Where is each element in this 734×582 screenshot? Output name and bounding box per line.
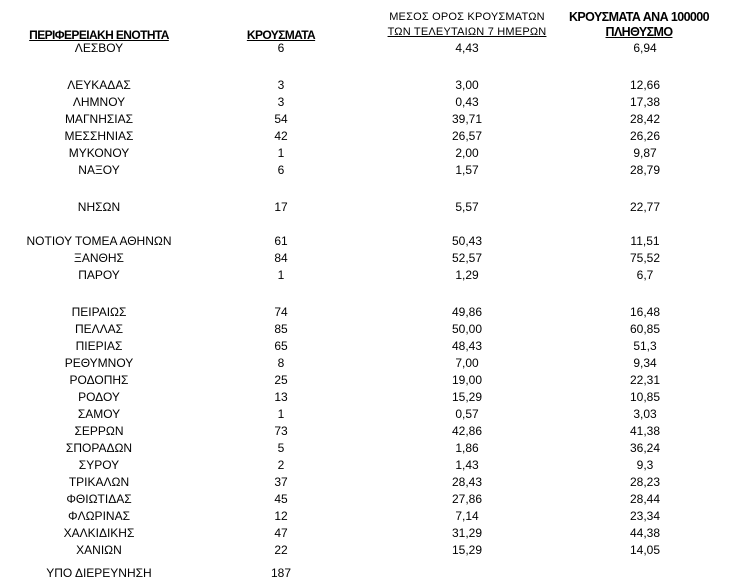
cell-avg: 1,29 xyxy=(455,268,479,282)
cell-region: ΜΕΣΣΗΝΙΑΣ xyxy=(64,129,134,143)
cell-per: 12,66 xyxy=(629,78,661,92)
header-seven-day-average-line2: ΤΩΝ ΤΕΛΕΥΤΑΙΩΝ 7 ΗΜΕΡΩΝ xyxy=(387,26,547,38)
cell-avg: 3,00 xyxy=(455,78,479,92)
cell-per: 36,24 xyxy=(629,441,661,455)
table-row xyxy=(0,508,734,524)
cell-cases: 17 xyxy=(274,200,288,214)
cell-avg: 31,29 xyxy=(451,526,483,540)
table-row xyxy=(0,542,734,558)
cell-per: 41,38 xyxy=(629,424,661,438)
table-row xyxy=(0,457,734,473)
cell-per: 14,05 xyxy=(629,543,661,557)
cell-avg: 39,71 xyxy=(451,112,483,126)
cell-region: ΞΑΝΘΗΣ xyxy=(74,251,124,265)
cell-region: ΧΑΛΚΙΔΙΚΗΣ xyxy=(63,526,135,540)
table-row xyxy=(0,565,734,581)
header-seven-day-average-line1: ΜΕΣΟΣ ΟΡΟΣ ΚΡΟΥΣΜΑΤΩΝ xyxy=(389,11,545,23)
cell-cases: 42 xyxy=(274,129,288,143)
cell-cases: 3 xyxy=(277,95,285,109)
cell-cases: 65 xyxy=(274,339,288,353)
cell-per: 22,31 xyxy=(629,373,661,387)
cell-per: 17,38 xyxy=(629,95,661,109)
cell-region: ΣΕΡΡΩΝ xyxy=(74,424,124,438)
cell-per: 6,7 xyxy=(636,268,654,282)
cell-per: 26,26 xyxy=(629,129,661,143)
cell-avg: 7,00 xyxy=(455,356,479,370)
cell-avg: 26,57 xyxy=(451,129,483,143)
cell-region: ΣΥΡΟΥ xyxy=(78,458,120,472)
cell-avg: 42,86 xyxy=(451,424,483,438)
cell-cases: 2 xyxy=(277,458,285,472)
cell-cases: 25 xyxy=(274,373,288,387)
cell-region: ΡΕΘΥΜΝΟΥ xyxy=(64,356,134,370)
cell-avg: 0,57 xyxy=(455,407,479,421)
table-row xyxy=(0,355,734,371)
cell-cases: 6 xyxy=(277,163,285,177)
cell-avg: 49,86 xyxy=(451,305,483,319)
table-row xyxy=(0,250,734,266)
cell-avg: 15,29 xyxy=(451,390,483,404)
cell-region: ΛΗΜΝΟΥ xyxy=(72,95,126,109)
cell-cases: 37 xyxy=(274,475,288,489)
cell-cases: 187 xyxy=(270,566,292,580)
table-row xyxy=(0,423,734,439)
cell-cases: 84 xyxy=(274,251,288,265)
header-cases-per-100000-line2: ΠΛΗΘΥΣΜΟ xyxy=(605,25,673,39)
cell-per: 51,3 xyxy=(633,339,657,353)
cell-region: ΠΙΕΡΙΑΣ xyxy=(75,339,123,353)
cell-avg: 27,86 xyxy=(451,492,483,506)
cell-per: 60,85 xyxy=(629,322,661,336)
cell-avg: 1,86 xyxy=(455,441,479,455)
table-row xyxy=(0,111,734,127)
cell-region: ΝΑΞΟΥ xyxy=(78,163,120,177)
cell-per: 28,42 xyxy=(629,112,661,126)
cell-per: 28,79 xyxy=(629,163,661,177)
table-row xyxy=(0,199,734,215)
cell-cases: 1 xyxy=(277,268,285,282)
cell-cases: 47 xyxy=(274,526,288,540)
cell-cases: 54 xyxy=(274,112,288,126)
cell-region: ΝΗΣΩΝ xyxy=(77,200,121,214)
cell-per: 28,44 xyxy=(629,492,661,506)
cell-avg: 50,00 xyxy=(451,322,483,336)
cell-region: ΣΑΜΟΥ xyxy=(77,407,121,421)
cell-per: 9,3 xyxy=(636,458,654,472)
table-row xyxy=(0,128,734,144)
table-row xyxy=(0,145,734,161)
cell-per: 75,52 xyxy=(629,251,661,265)
table-row xyxy=(0,372,734,388)
table-row xyxy=(0,94,734,110)
cell-avg: 19,00 xyxy=(451,373,483,387)
table-row xyxy=(0,77,734,93)
cell-region: ΠΕΛΛΑΣ xyxy=(74,322,124,336)
cell-avg: 4,43 xyxy=(455,41,479,55)
cell-cases: 74 xyxy=(274,305,288,319)
cell-per: 23,34 xyxy=(629,509,661,523)
cell-cases: 8 xyxy=(277,356,285,370)
cell-per: 16,48 xyxy=(629,305,661,319)
table-row xyxy=(0,491,734,507)
cell-region: ΣΠΟΡΑΔΩΝ xyxy=(65,441,133,455)
cell-region: ΤΡΙΚΑΛΩΝ xyxy=(68,475,130,489)
cell-region: ΦΘΙΩΤΙΔΑΣ xyxy=(66,492,132,506)
cell-avg: 1,57 xyxy=(455,163,479,177)
cell-region: ΜΑΓΝΗΣΙΑΣ xyxy=(64,112,134,126)
cell-avg: 52,57 xyxy=(451,251,483,265)
cell-avg: 5,57 xyxy=(455,200,479,214)
cell-per: 11,51 xyxy=(630,234,660,248)
cell-avg: 15,29 xyxy=(451,543,483,557)
table-row xyxy=(0,406,734,422)
cell-per: 3,03 xyxy=(633,407,657,421)
header-cases: ΚΡΟΥΣΜΑΤΑ xyxy=(246,28,316,42)
table-row xyxy=(0,304,734,320)
cell-avg: 50,43 xyxy=(451,234,483,248)
cell-region: ΛΕΣΒΟΥ xyxy=(74,41,124,55)
cell-region: ΦΛΩΡΙΝΑΣ xyxy=(68,509,130,523)
cell-cases: 61 xyxy=(274,234,288,248)
header-region: ΠΕΡΙΦΕΡΕΙΑΚΗ ΕΝΟΤΗΤΑ xyxy=(29,28,169,42)
cell-per: 6,94 xyxy=(633,41,657,55)
cell-avg: 2,00 xyxy=(455,146,479,160)
table-row xyxy=(0,162,734,178)
cell-cases: 1 xyxy=(277,146,285,160)
cell-cases: 73 xyxy=(274,424,288,438)
cell-cases: 1 xyxy=(277,407,285,421)
cell-per: 22,77 xyxy=(629,200,661,214)
cell-cases: 3 xyxy=(277,78,285,92)
cell-cases: 13 xyxy=(274,390,288,404)
cell-cases: 45 xyxy=(274,492,288,506)
cell-per: 9,34 xyxy=(633,356,657,370)
cell-region: ΠΑΡΟΥ xyxy=(78,268,120,282)
table-row xyxy=(0,525,734,541)
table-row xyxy=(0,474,734,490)
table-row xyxy=(0,267,734,283)
cell-region: ΡΟΔΟΥ xyxy=(78,390,120,404)
cell-avg: 7,14 xyxy=(455,509,479,523)
cell-region: ΡΟΔΟΠΗΣ xyxy=(69,373,129,387)
cell-region: ΜΥΚΟΝΟΥ xyxy=(68,146,130,160)
cell-region: ΠΕΙΡΑΙΩΣ xyxy=(71,305,127,319)
cell-per: 44,38 xyxy=(629,526,661,540)
cell-region: ΝΟΤΙΟΥ ΤΟΜΕΑ ΑΘΗΝΩΝ xyxy=(26,234,172,248)
table-row xyxy=(0,389,734,405)
table-row xyxy=(0,233,734,249)
table-row xyxy=(0,338,734,354)
cell-cases: 5 xyxy=(277,441,285,455)
table-row xyxy=(0,40,734,56)
cell-cases: 12 xyxy=(274,509,288,523)
cell-per: 9,87 xyxy=(633,146,657,160)
cell-avg: 1,43 xyxy=(455,458,479,472)
cell-region: ΥΠΟ ΔΙΕΡΕΥΝΗΣΗ xyxy=(46,566,152,580)
cell-per: 28,23 xyxy=(629,475,661,489)
table-row xyxy=(0,440,734,456)
cell-avg: 28,43 xyxy=(451,475,483,489)
cell-avg: 48,43 xyxy=(451,339,483,353)
table-row xyxy=(0,321,734,337)
cell-cases: 6 xyxy=(277,41,285,55)
cell-cases: 85 xyxy=(274,322,288,336)
cell-region: ΧΑΝΙΩΝ xyxy=(76,543,122,557)
cell-per: 10,85 xyxy=(629,390,661,404)
cell-region: ΛΕΥΚΑΔΑΣ xyxy=(67,78,131,92)
cell-cases: 22 xyxy=(274,543,288,557)
cell-avg: 0,43 xyxy=(455,95,479,109)
header-cases-per-100000-line1: ΚΡΟΥΣΜΑΤΑ ΑΝΑ 100000 xyxy=(569,10,709,24)
